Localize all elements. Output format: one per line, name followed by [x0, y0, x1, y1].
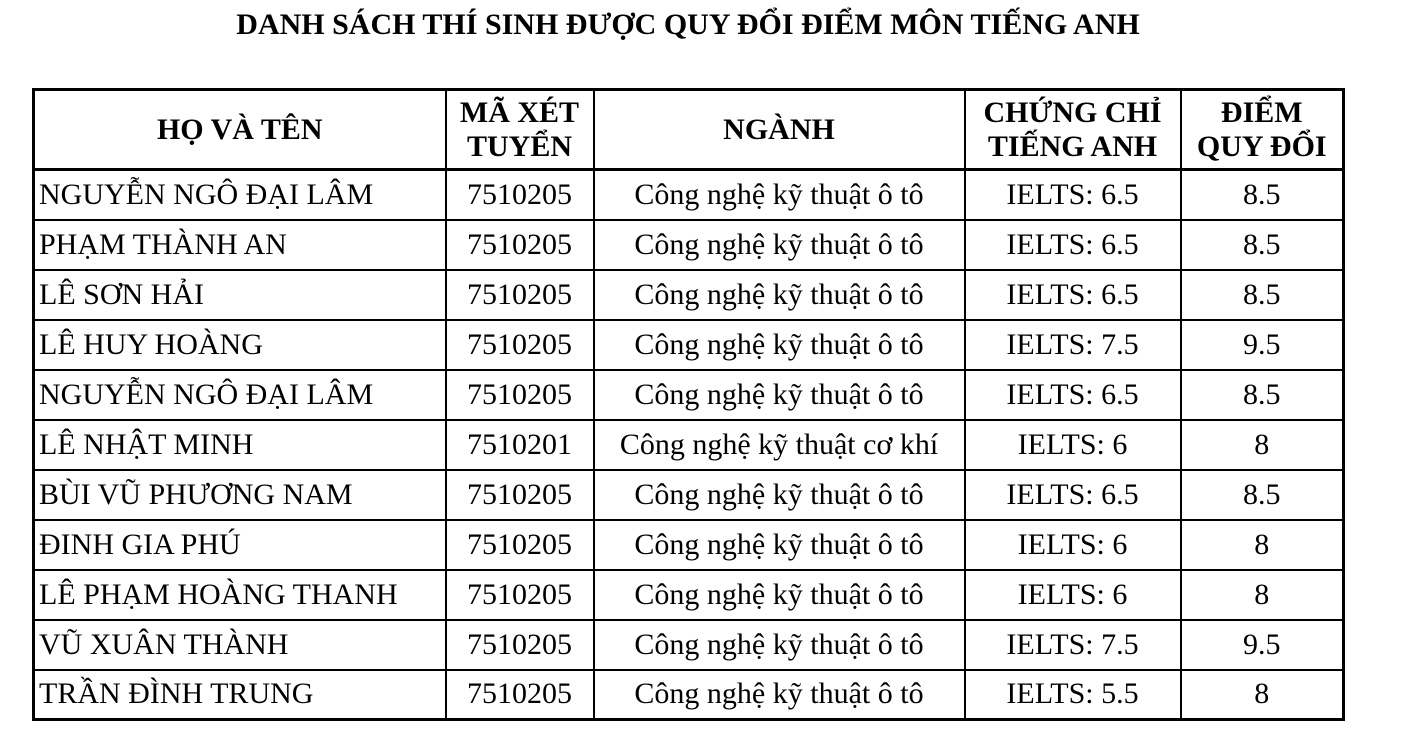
admission-code: 7510205	[446, 620, 594, 670]
table-row	[34, 370, 1344, 420]
candidate-name: PHẠM THÀNH AN	[34, 220, 446, 270]
english-certificate: IELTS: 6.5	[965, 370, 1181, 420]
major: Công nghệ kỹ thuật ô tô	[594, 320, 965, 370]
table-row	[34, 570, 1344, 620]
table-row	[34, 670, 1344, 720]
converted-score: 8.5	[1181, 220, 1344, 270]
candidate-name: LÊ HUY HOÀNG	[34, 320, 446, 370]
major: Công nghệ kỹ thuật ô tô	[594, 270, 965, 320]
candidate-name: NGUYỄN NGÔ ĐẠI LÂM	[34, 370, 446, 420]
candidate-name: ĐINH GIA PHÚ	[34, 520, 446, 570]
admission-code: 7510201	[446, 420, 594, 470]
admission-code: 7510205	[446, 270, 594, 320]
english-certificate: IELTS: 6	[965, 520, 1181, 570]
converted-score: 8	[1181, 670, 1344, 720]
english-certificate: IELTS: 7.5	[965, 320, 1181, 370]
table-row	[34, 270, 1344, 320]
english-certificate: IELTS: 6	[965, 570, 1181, 620]
converted-score: 8.5	[1181, 370, 1344, 420]
table-row	[34, 620, 1344, 670]
table-row	[34, 170, 1344, 220]
candidate-name: LÊ NHẬT MINH	[34, 420, 446, 470]
english-certificate: IELTS: 6.5	[965, 270, 1181, 320]
major: Công nghệ kỹ thuật ô tô	[594, 520, 965, 570]
converted-score: 8.5	[1181, 170, 1344, 220]
header-name: HỌ VÀ TÊN	[34, 90, 446, 170]
header-certificate: CHỨNG CHỈ TIẾNG ANH	[965, 90, 1181, 170]
candidate-table	[32, 88, 1345, 721]
admission-code: 7510205	[446, 170, 594, 220]
page-title: DANH SÁCH THÍ SINH ĐƯỢC QUY ĐỔI ĐIỂM MÔN TIẾNG ANH	[236, 8, 1140, 41]
table-row	[34, 470, 1344, 520]
header-code: MÃ XÉT TUYỂN	[446, 90, 594, 170]
admission-code: 7510205	[446, 470, 594, 520]
converted-score: 9.5	[1181, 620, 1344, 670]
english-certificate: IELTS: 6.5	[965, 470, 1181, 520]
major: Công nghệ kỹ thuật ô tô	[594, 670, 965, 720]
converted-score: 8.5	[1181, 270, 1344, 320]
table-row	[34, 420, 1344, 470]
major: Công nghệ kỹ thuật cơ khí	[594, 420, 965, 470]
english-certificate: IELTS: 6.5	[965, 170, 1181, 220]
table-header-row	[34, 90, 1344, 170]
candidate-name: LÊ PHẠM HOÀNG THANH	[34, 570, 446, 620]
major: Công nghệ kỹ thuật ô tô	[594, 620, 965, 670]
major: Công nghệ kỹ thuật ô tô	[594, 220, 965, 270]
admission-code: 7510205	[446, 370, 594, 420]
converted-score: 8	[1181, 570, 1344, 620]
admission-code: 7510205	[446, 320, 594, 370]
header-score: ĐIỂM QUY ĐỔI	[1181, 90, 1344, 170]
table-row	[34, 520, 1344, 570]
english-certificate: IELTS: 6	[965, 420, 1181, 470]
candidate-name: LÊ SƠN HẢI	[34, 270, 446, 320]
major: Công nghệ kỹ thuật ô tô	[594, 370, 965, 420]
converted-score: 8	[1181, 520, 1344, 570]
admission-code: 7510205	[446, 670, 594, 720]
header-major: NGÀNH	[594, 90, 965, 170]
english-certificate: IELTS: 7.5	[965, 620, 1181, 670]
major: Công nghệ kỹ thuật ô tô	[594, 570, 965, 620]
admission-code: 7510205	[446, 220, 594, 270]
table-row	[34, 220, 1344, 270]
table-row	[34, 320, 1344, 370]
admission-code: 7510205	[446, 520, 594, 570]
admission-code: 7510205	[446, 570, 594, 620]
major: Công nghệ kỹ thuật ô tô	[594, 470, 965, 520]
candidate-name: NGUYỄN NGÔ ĐẠI LÂM	[34, 170, 446, 220]
candidate-name: TRẦN ĐÌNH TRUNG	[34, 670, 446, 720]
candidate-name: BÙI VŨ PHƯƠNG NAM	[34, 470, 446, 520]
candidate-name: VŨ XUÂN THÀNH	[34, 620, 446, 670]
english-certificate: IELTS: 6.5	[965, 220, 1181, 270]
converted-score: 9.5	[1181, 320, 1344, 370]
english-certificate: IELTS: 5.5	[965, 670, 1181, 720]
table-body	[34, 170, 1344, 720]
converted-score: 8.5	[1181, 470, 1344, 520]
major: Công nghệ kỹ thuật ô tô	[594, 170, 965, 220]
converted-score: 8	[1181, 420, 1344, 470]
